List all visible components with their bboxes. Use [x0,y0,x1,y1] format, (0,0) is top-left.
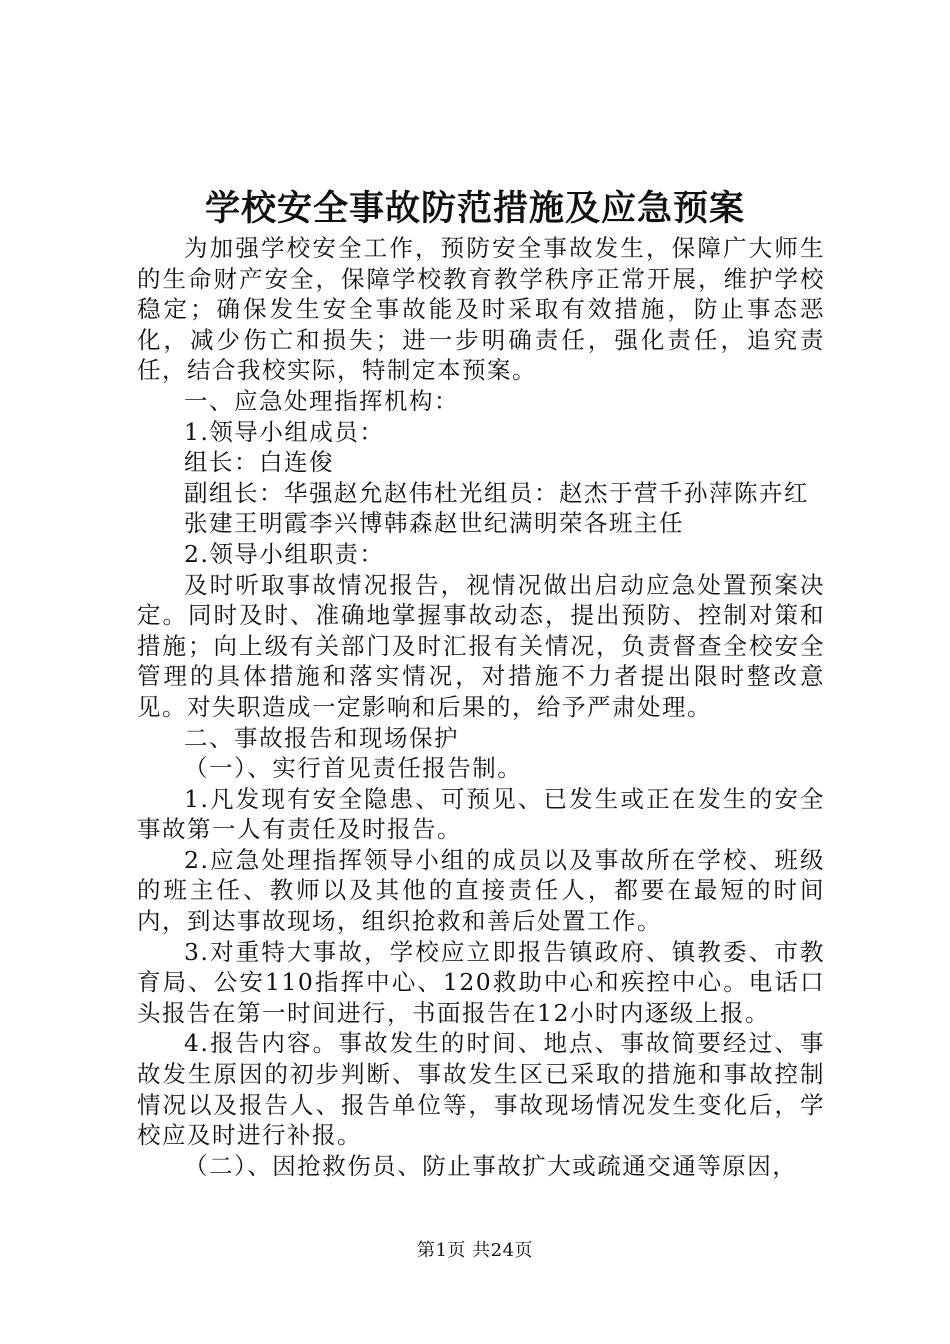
subheading-members: 1.领导小组成员： [184,417,385,446]
members-continued-line: 张建王明霞李兴博韩森赵世纪满明荣各班主任 [184,509,684,538]
section-heading-command: 一、应急处理指挥机构： [184,386,459,415]
subheading-duties: 2.领导小组职责： [184,539,385,568]
subsection-second: （二）、因抢救伤员、防止事故扩大或疏通交通等原因， [184,1151,798,1180]
document-body [137,233,825,1181]
intro-paragraph: 为加强学校安全工作，预防安全事故发生，保障广大师生的生命财产安全，保障学校教育教学秩序正常开展，维护学校稳定；确保发生安全事故能及时采取有效措施，防止事态恶化，减少伤亡和损失；进一步明确责任，强化责任，追究责任，结合我校实际，特制定本预案。 [137,234,825,385]
document-title: 学校安全事故防范措施及应急预案 [204,188,745,229]
deputy-members-line: 副组长：华强赵允赵伟杜光组员：赵杰于营千孙萍陈卉红 [184,478,809,507]
report-item-4: 4.报告内容。事故发生的时间、地点、事故简要经过、事故发生原因的初步判断、事故发生区已采取的措施和事故控制情况以及报告人、报告单位等，事故现场情况发生变化后，学校应及时进行补报。 [137,1029,825,1150]
report-item-1: 1.凡发现有安全隐患、可预见、已发生或正在发生的安全事故第一人有责任及时报告。 [137,784,825,844]
section-heading-report: 二、事故报告和现场保护 [184,723,459,752]
page-footer: 第1页 共24页 [416,1240,534,1261]
subsection-first-report: （一）、实行首见责任报告制。 [184,754,523,783]
report-item-2: 2.应急处理指挥领导小组的成员以及事故所在学校、班级的班主任、教师以及其他的直接责任人，都要在最短的时间内，到达事故现场，组织抢救和善后处置工作。 [137,845,825,936]
report-item-3: 3.对重特大事故，学校应立即报告镇政府、镇教委、市教育局、公安110指挥中心、120救助中心和疾控中心。电话口头报告在第一时间进行，书面报告在12小时内逐级上报。 [137,937,825,1027]
leader-line: 组长：白连俊 [184,448,334,477]
duties-paragraph: 及时听取事故情况报告，视情况做出启动应急处置预案决定。同时及时、准确地掌握事故动态，提出预防、控制对策和措施；向上级有关部门及时汇报有关情况，负责督查全校安全管理的具体措施和落实情况，对措施不力者提出限时整改意见。对失职造成一定影响和后果的，给予严肃处理。 [137,570,825,721]
